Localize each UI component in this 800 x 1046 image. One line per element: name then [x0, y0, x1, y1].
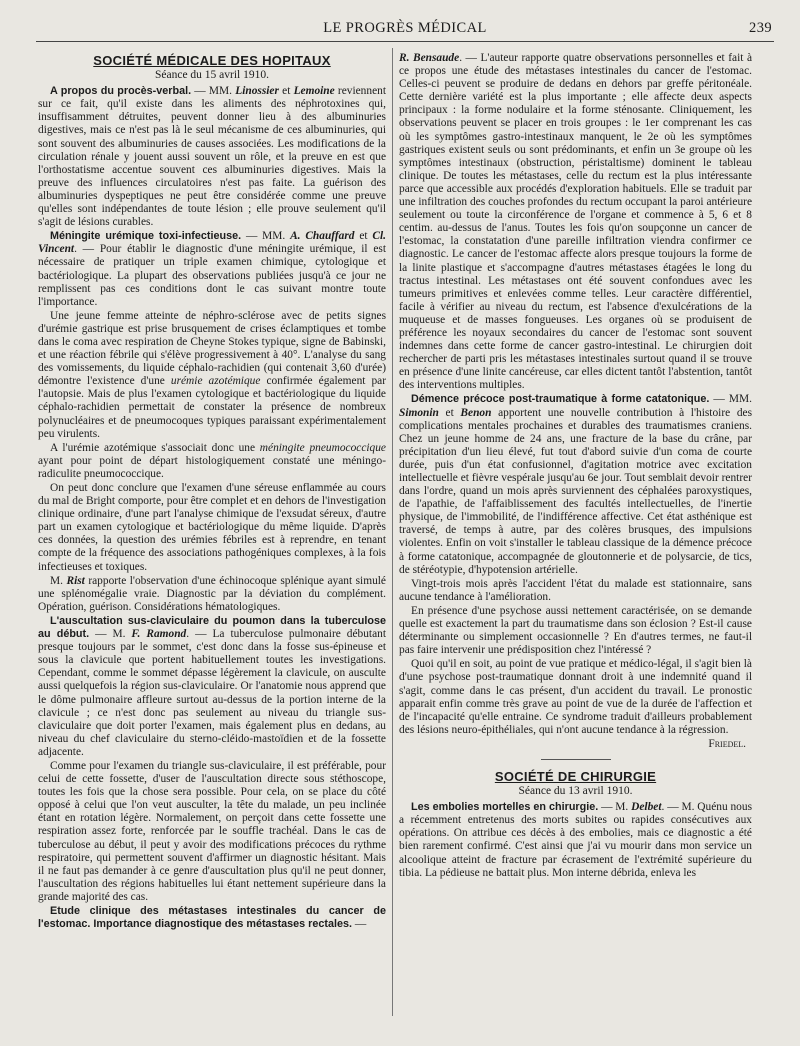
paragraph-presence: En présence d'une psychose aussi nettement caractérisée, on se demande quelle est exactement la part du traumatisme dans son éclosion ? Est-il cause déterminante ou simplement occasionnelle ? En d'autres termes, ne faut-il pas faire intervenir une prédisposition chez l'intéressé ?: [399, 604, 752, 657]
paragraph-metastases-heading: [38, 905, 386, 931]
section-separator: [541, 759, 611, 760]
paragraph-lead: L'auscultation sus-claviculaire du poumon dans la tuberculose au début.: [38, 614, 386, 641]
page-number: 239: [749, 20, 772, 36]
text-run: . — Pour établir le diagnostic d'une méningite urémique, il est nécessaire de pratiquer un triple examen chimique, cytologique et bactériologique. La plupart des observations publiées jusqu'à ce jour ne remplissent pas ces conditions dont le cas suivant montre toute l'importance.: [38, 243, 386, 308]
section-date-chirurgie: Séance du 13 avril 1910.: [518, 785, 633, 798]
text-run: et: [438, 406, 461, 419]
author-name: Delbet: [631, 801, 662, 814]
text-run: — M.: [598, 801, 632, 814]
paragraph-lead: A propos du procès-verbal.: [50, 85, 192, 98]
text-run: — M.: [89, 628, 132, 641]
author-name: Cl. Vincent: [38, 230, 386, 256]
paragraph-pneumococcique: [38, 442, 386, 481]
italic-term: méningite pneumococcique: [259, 441, 386, 454]
text-run: —: [352, 918, 367, 931]
text-run: reviennent sur ce fait, qu'il existe dans les aliments des néphrotoxines qui, insuffisamment détruites, peuvent donner lieu à des albuminuries digestives, mais ce n'est pas là le seul mécanisme de ces albuminuries, qui sont souvent des albuminuries de causes associées. Les modifications de la circulation rénale y jouent aussi souvent un rôle, et la preuve en est que l'orthostatisme accentue souvent ces albuminuries digestives. Mais la preuve des influences circulatoires n'est pas faite. La guérison des albuminuries dyspeptiques ne peut être considérée comme une preuve qu'elles sont indépendantes de toute lésion ; elle prouve seulement qu'il s'agit de lésions curables.: [38, 85, 386, 229]
section-title-chirurgie: SOCIÉTÉ DE CHIRURGIE: [494, 768, 657, 784]
paragraph-quoi: Quoi qu'il en soit, au point de vue pratique et médico-légal, il s'agit bien là d'une psychose post-traumatique donnant droit à une indemnité quand il s'agit, comme dans le cas présent, d'un accident du travail. Le pronostic apparait enfin comme très grave au point de vue de la durée de l'affection et de l'incapacité qu'elle entraine. Ce syndrome traduit d'ailleurs probablement des lésions neuro-épithéliales, qui n'ont aucune tendance à la régression.: [399, 658, 752, 736]
paragraph-lead: Méningite urémique toxi-infectieuse.: [50, 230, 242, 243]
text-run: . — L'auteur rapporte quatre observations personnelles et fait à ce propos une étude des métastases intestinales du cancer de l'estomac. Celles-ci peuvent se produire de dedans en dehors par greffe péritonéale. Cette dernière variété est la plus importante ; elle affecte deux aspects principaux : la forme nodulaire et la forme sténosante. Cliniquement, les observations peuvent se placer en trois groupes : le 1er comprenant les cas où les symptômes gastro-intestinaux manquent, le 2e où les symptômes gastriques existent seuls ou sont prédominants, et enfin un 3e groupe où les symptômes intestinaux (obstruction, péristaltisme) dominent le tableau clinique. De toutes les métastases, celle du rectum est la plus intéressante parce que accessible aux procédés d'exploration habituels. Elle se traduit par une infiltration des couches profondes du rectum occupant la paroi antérieure seulement ou toute la circonférence de l'organe et commence à 5, 6 et 8 centim. au-dessus de l'anus. Toutes les fois qu'on soupçonne un cancer de l'estomac, la constatation d'une pareille infiltration viendra confirmer ce diagnostic. Le cancer de l'estomac affecte alors presque toujours la forme de la linite plastique et s'accompagne d'autres métastases étagées le long du tractus intestinal. Les métastases ont été souvent confondues avec les tumeurs primitives et enlevées comme telles. Leur caractère différentiel, facile à vérifier au niveau du rectum, est l'absence d'exulcérations de la muqueuse et de masses fongueuses. Les organes où se produisent de préférence les noyaux secondaires du cancer de l'estomac sont souvent indemnes dans cette forme de cancer gastro-intestinal. Le chirurgien doit rechercher de parti pris les métastases intestinales surtout quand il se trouve en présence d'une linite cancéreuse, car elles dictent tantôt l'abstention, tantôt des interventions multiples.: [399, 52, 752, 392]
right-column: [399, 52, 752, 1030]
paragraph-lead: Démence précoce post-traumatique à forme catatonique.: [411, 393, 710, 406]
text-run: — MM.: [191, 85, 236, 98]
column-divider: [392, 48, 393, 1016]
section-title-hopitaux: SOCIÉTÉ MÉDICALE DES HOPITAUX: [93, 53, 331, 68]
author-name: Simonin: [399, 406, 439, 419]
paragraph-rist: [38, 575, 386, 614]
section-date-hopitaux: Séance du 15 avril 1910.: [154, 69, 269, 82]
left-column: [38, 52, 386, 1030]
paragraph-embolies: [399, 801, 752, 880]
running-head: [36, 18, 774, 40]
paragraph-auscultation: [38, 615, 386, 759]
text-run: A l'urémie azotémique s'associait donc une: [50, 441, 260, 454]
author-name: Benon: [460, 406, 492, 419]
author-name: F. Ramond: [131, 628, 187, 641]
text-run: et: [278, 85, 294, 98]
paragraph-bensaude: [399, 52, 752, 392]
text-run: Une jeune femme atteinte de néphro-sclérose avec de petits signes d'urémie gastrique est prise brusquement de crises éclamptiques et tombe dans le coma avec respiration de Cheyne Stokes typique, signe de Babinski, et une réaction fébrile qui s'élève progressivement à 40°. L'analyse du sang des vomissements, du liquide céphalo-rachidien (qui contenait 3,60 d'urée) démontre l'existence d'une: [38, 309, 386, 388]
paragraph-lead: Etude clinique des métastases intestinales du cancer de l'estomac. Importance diagnostique des métastases rectales.: [38, 905, 386, 931]
text-run: — MM.: [709, 393, 752, 406]
text-run: confirmée également par l'autopsie. Mais de plus l'examen cytologique et bactériologique du liquide céphalo-rachidien permettait de constater la présence de nombreux polynucléaires et de pneumocoques typiques paraissant expérimentalement peu virulents.: [38, 375, 386, 440]
paragraph-demence: [399, 393, 752, 576]
text-run: apportent une nouvelle contribution à l'histoire des complications mentales prochaines et durables des traumatismes craniens. Chez un jeune homme de 24 ans, une fracture de la base du crâne, par précipitation d'un lieu élevé, fut tout d'abord suivie d'un coma de courte durée, puis d'un état confusionnel, d'agitation motrice avec excitation intellectuelle et fièvre vespérale jusqu'au 6e jour. Tout semblait devoir rentrer dans l'ordre, quand un mois après surviennent des céphalées paroxystiques, de l'apathie, de l'affaiblissement des facultés intellectuelles, de l'inertie physique, de l'immobilité, de l'indifférence affective. Cet état asthénique est traversé, de temps à autre, par des colères brusques, des impulsions violentes. Enfin on voit s'installer le tableau classique de la démence précoce à forme catatonique, accompagnée de gloutonnerie et de polysarcie, de tics, de stéréotypie, d'hypotension artérielle.: [399, 406, 752, 576]
author-name: A. Chauffard: [290, 230, 355, 243]
text-run: . — La tuberculose pulmonaire débutant presque toujours par le sommet, c'est donc dans la fosse sus-épineuse et sous la clavicule que portent habituellement toutes les investigations. Cependant, comme le sommet dépasse légèrement la clavicule, on ausculte aussi quelquefois la région sus-claviculaire. Or l'anatomie nous apprend que le dôme pulmonaire affleure surtout au-dessus de la portion interne de la clavicule ; ce n'est donc pas seulement au niveau du triangle sus-claviculaire que doit porter l'examen, mais également plus en dedans, au niveau du chef claviculaire du sterno-cléido-mastoïdien et de la fossette adjacente.: [38, 628, 386, 758]
paragraph-conclusion: On peut donc conclure que l'examen d'une séreuse enflammée au cours du mal de Bright comporte, pour être complet et en dehors de l'investigation clinique ordinaire, d'une part l'analyse chimique de l'exsudat séreux, d'autre part un examen cytologique et bactériologique du même liquide. D'après ces données, la question des urémies fébriles est à reprendre, en tenant compte de la fréquence des associations pathogéniques complexes, à la fois infectieuses et toxiques.: [38, 482, 386, 573]
text-run: M.: [50, 574, 67, 587]
header-rule: [36, 41, 774, 42]
paragraph-auscultation-2: Comme pour l'examen du triangle sus-claviculaire, il est préférable, pour celui de cette fossette, d'user de l'auscultation directe sous stéthoscope, toutes les fois que la chose sera possible. Pour cela, on se place du côté opposé à celui que l'on veut ausculter, la tête du malade, un peu inclinée étant en rotation légère. Normalement, on perçoit dans cette fossette une respiration assez forte, renforcée par le souffle trachéal. Dans le cas de tuberculose au début, il peut y avoir des modifications précoces du rythme respiratoire, qui permettent souvent d'affirmer un diagnostic hésitant. Mais il ne faut pas demander à ce genre d'auscultation plus qu'il ne peut donner, l'auscultation des régions habituelles lui étant nettement supérieure dans la grande majorité des cas.: [38, 759, 386, 903]
author-name: Rist: [66, 574, 85, 587]
signature: Friedel.: [708, 737, 746, 750]
text-run: . — M. Quénu nous a récemment entretenus des morts subites ou rapides consécutives aux opérations. On attribue ces décès à des embolies, mais ce diagnostic a été bien rarement confirmé. C'est ainsi que j'ai vu mourir dans mon service un alcoolique atteint de fracture par écrasement de l'extrémité supérieure du tibia. La pédieuse ne battait plus. Mon interne débrida, enleva les: [399, 801, 752, 879]
paragraph-lead: Les embolies mortelles en chirurgie.: [411, 801, 599, 814]
text-run: — MM.: [241, 230, 291, 243]
journal-title: LE PROGRÈS MÉDICAL: [323, 20, 487, 36]
text-run: et: [354, 230, 373, 243]
author-name: Linossier: [235, 85, 279, 98]
paragraph-vingt-trois: Vingt-trois mois après l'accident l'état du malade est stationnaire, sans aucune tendance à l'amélioration.: [399, 577, 752, 603]
paragraph-proces-verbal: [38, 85, 386, 229]
italic-term: urémie azotémique: [170, 375, 261, 388]
text-run: ayant pour point de départ histologiquement constaté une méningo-radiculite pneumococcique.: [38, 454, 386, 480]
text-run: rapporte l'observation d'une échinocoque splénique ayant simulé une splénomégalie vraie. Diagnostic par la déviation du complément. Opération, guérison. Considérations hématologiques.: [38, 574, 386, 613]
paragraph-case: [38, 310, 386, 441]
author-name: R. Bensaude: [399, 52, 460, 64]
paragraph-meningite: [38, 230, 386, 309]
author-name: Lemoine: [293, 85, 335, 98]
